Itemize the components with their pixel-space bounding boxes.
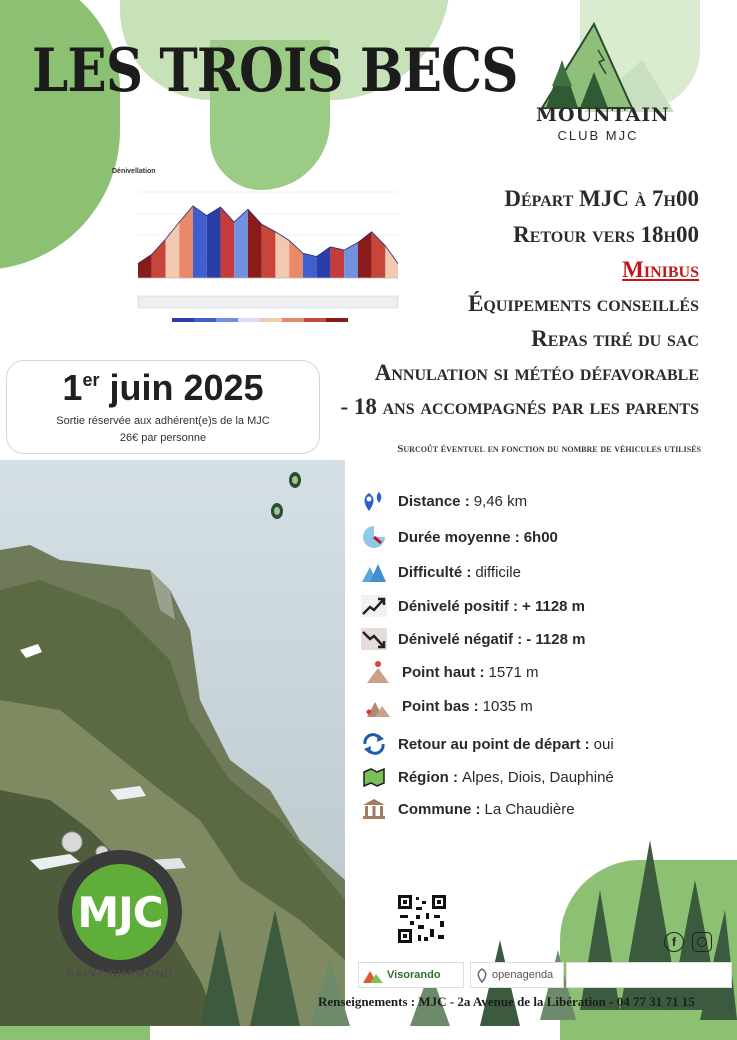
- map-pin-icon: [360, 488, 388, 514]
- chart-title: Dénivellation: [112, 168, 156, 175]
- slope-legend-swatch: [326, 318, 348, 322]
- instagram-icon[interactable]: [692, 932, 712, 952]
- info-minibus[interactable]: Minibus: [622, 257, 699, 282]
- stat-commune: Commune : La Chaudière: [360, 796, 575, 822]
- page-title: LES TROIS BECS: [32, 36, 518, 106]
- slope-legend-swatch: [238, 318, 260, 322]
- elevation-segment: [385, 246, 398, 278]
- event-note: Sortie réservée aux adhérent(e)s de la MJC: [56, 415, 270, 427]
- peak-high-icon: [364, 659, 392, 685]
- mountain-club-logo: [524, 20, 674, 112]
- peak-low-icon: [364, 693, 392, 719]
- date-box: [6, 360, 320, 454]
- town-hall-icon: [360, 796, 388, 822]
- qr-code[interactable]: [396, 893, 448, 945]
- club-logo-title: MOUNTAIN: [536, 104, 670, 126]
- slope-legend-swatch: [194, 318, 216, 322]
- chart-minimap: [138, 296, 398, 308]
- mountain-icon: [360, 559, 388, 585]
- elevation-segment: [358, 232, 372, 278]
- stat-duree: Durée moyenne : 6h00: [360, 524, 562, 550]
- elevation-segment: [248, 209, 262, 278]
- stat-denivele-positif: Dénivelé positif : + 1128 m: [360, 593, 589, 619]
- timer-icon: [360, 524, 388, 550]
- info-mineurs: - 18 ans accompagnés par les parents: [340, 394, 699, 419]
- info-annulation: Annulation si météo défavorable: [374, 360, 699, 385]
- visorando-mark-icon: [362, 966, 384, 984]
- elevation-segment: [234, 209, 248, 278]
- stat-region: Région : Alpes, Diois, Dauphiné: [360, 764, 614, 790]
- elevation-segment: [289, 240, 303, 278]
- decor-leaf-icon: [268, 500, 286, 522]
- slope-legend-swatch: [216, 318, 238, 322]
- facebook-icon[interactable]: f: [664, 932, 684, 952]
- elevation-segment: [193, 206, 207, 278]
- elevation-svg: [112, 168, 402, 338]
- info-depart: Départ MJC à 7h00: [504, 186, 699, 211]
- elevation-segment: [138, 254, 152, 278]
- elevation-segment: [262, 224, 276, 278]
- elevation-segment: [179, 206, 193, 278]
- slope-legend-swatch: [260, 318, 282, 322]
- stat-denivele-negatif: Dénivelé négatif : - 1128 m: [360, 626, 589, 652]
- loop-arrows-icon: [360, 731, 388, 757]
- info-retour: Retour vers 18h00: [513, 222, 699, 247]
- elevation-segment: [152, 239, 166, 278]
- event-date: 1er juin 2025: [62, 367, 264, 408]
- stat-difficulte: Difficulté : difficile: [360, 559, 521, 585]
- info-equipements: Équipements conseillés: [468, 291, 699, 316]
- region-map-icon: [360, 764, 388, 790]
- slope-legend-swatch: [304, 318, 326, 322]
- stat-point-bas: Point bas : 1035 m: [364, 693, 533, 719]
- stat-distance: Distance : 9,46 km: [360, 488, 527, 514]
- elevation-segment: [303, 253, 317, 278]
- stat-point-haut: Point haut : 1571 m: [364, 659, 539, 685]
- location-pin-icon: [475, 967, 489, 983]
- elevation-segment: [330, 247, 344, 278]
- info-repas: Repas tiré du sac: [531, 326, 699, 351]
- partner-blank-box: [566, 962, 732, 988]
- mjc-logo-ring-text: SAINT-CHAMOND: [66, 968, 174, 980]
- elevation-segment: [344, 243, 358, 278]
- elevation-segment: [207, 207, 221, 278]
- footer-contact: Renseignements : MJC - 2a Avenue de la Libération - 04 77 31 71 15: [318, 994, 695, 1009]
- openagenda-logo[interactable]: openagenda: [470, 962, 564, 988]
- surcout-note: Surcoût éventuel en fonction du nombre de véhicules utilisés: [397, 443, 701, 455]
- slope-legend-swatch: [282, 318, 304, 322]
- trend-down-icon: [360, 626, 388, 652]
- club-logo-subtitle: CLUB MJC: [557, 128, 639, 143]
- elevation-chart: [112, 168, 402, 338]
- elevation-segment: [220, 207, 234, 278]
- event-price: 26€ par personne: [119, 432, 207, 444]
- mjc-logo-text: MJC: [77, 888, 163, 937]
- slope-legend-swatch: [172, 318, 194, 322]
- mjc-logo: [40, 830, 200, 990]
- decor-leaf-icon: [286, 470, 304, 490]
- visorando-logo[interactable]: Visorando: [358, 962, 464, 988]
- stat-retour-depart: Retour au point de départ : oui: [360, 731, 614, 757]
- trend-up-icon: [360, 593, 388, 619]
